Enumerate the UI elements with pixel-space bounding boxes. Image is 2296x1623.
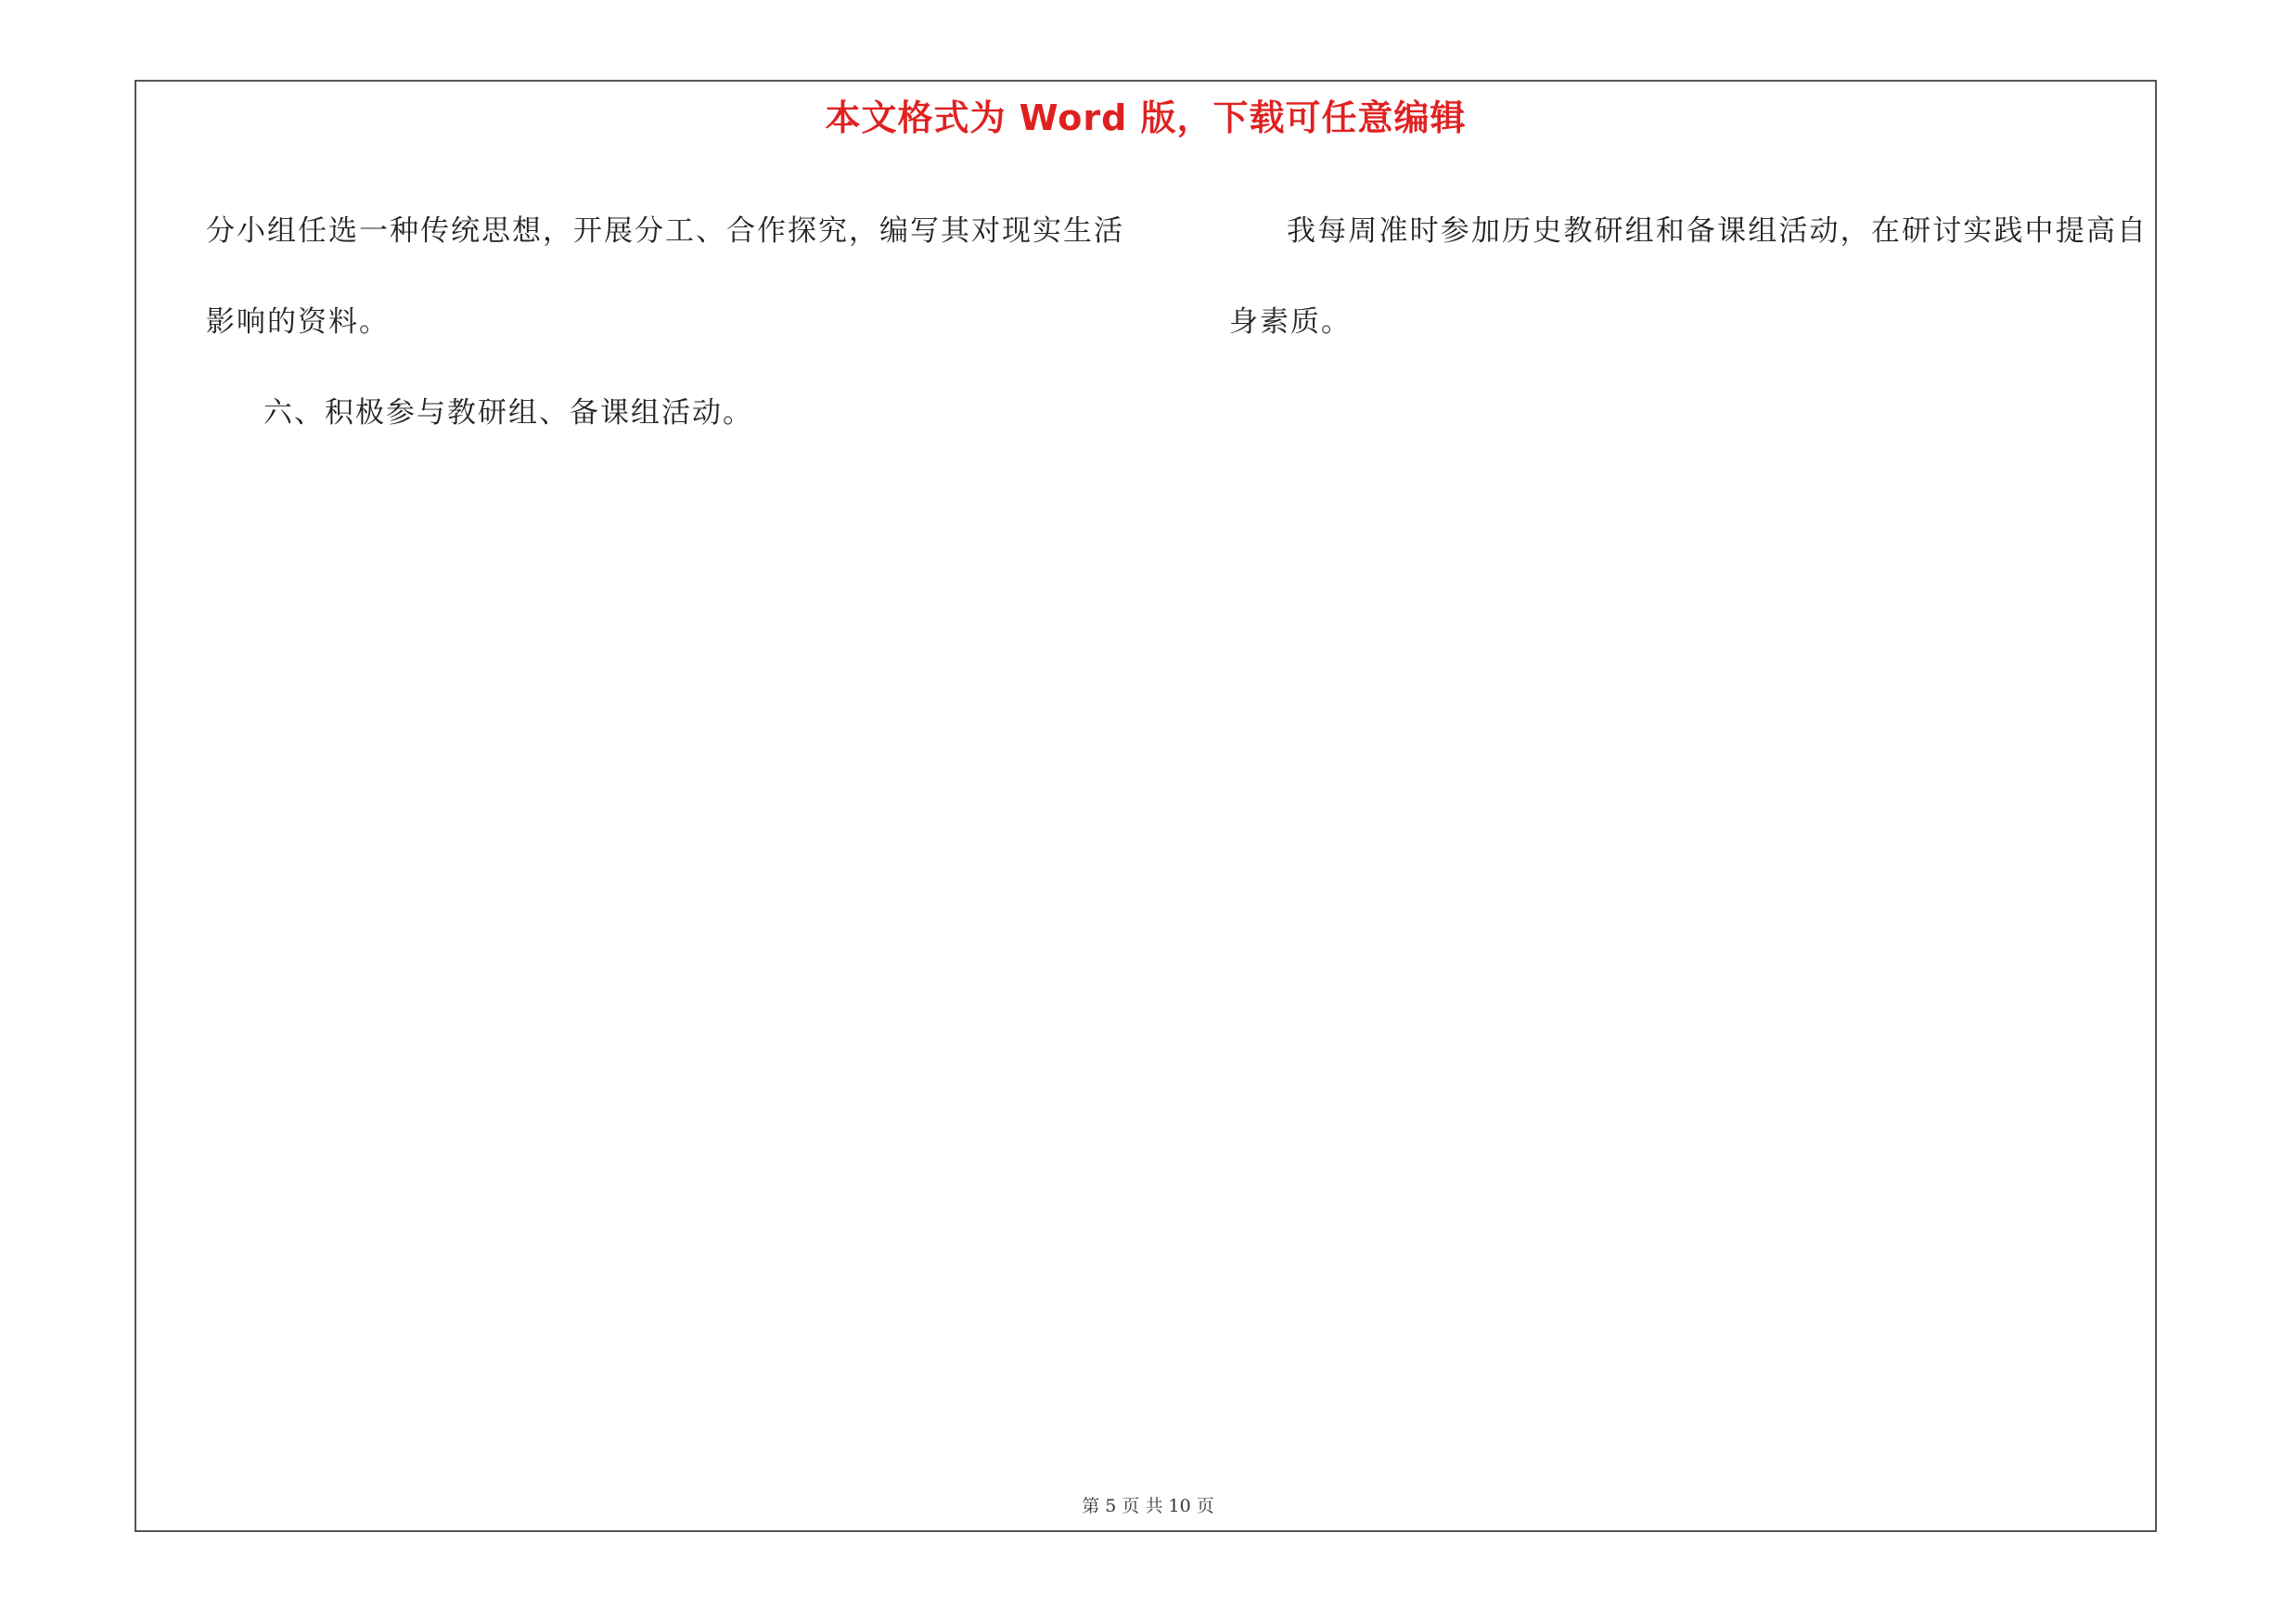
right-column (1229, 186, 2148, 367)
left-column (206, 186, 1124, 458)
left-section-heading: 六、积极参与教研组、备课组活动。 (263, 396, 753, 430)
left-paragraph-1: 分小组任选一种传统思想，开展分工、合作探究，编写其对现实生活影响的资料。 (206, 214, 1124, 339)
right-paragraph-1: 我每周准时参加历史教研组和备课组活动，在研讨实践中提高自身素质。 (1229, 214, 2148, 339)
page-number-footer: 第 5 页 共 10 页 (1082, 1496, 1214, 1516)
format-notice-banner: 本文格式为 Word 版，下载可任意编辑 (825, 97, 1467, 138)
